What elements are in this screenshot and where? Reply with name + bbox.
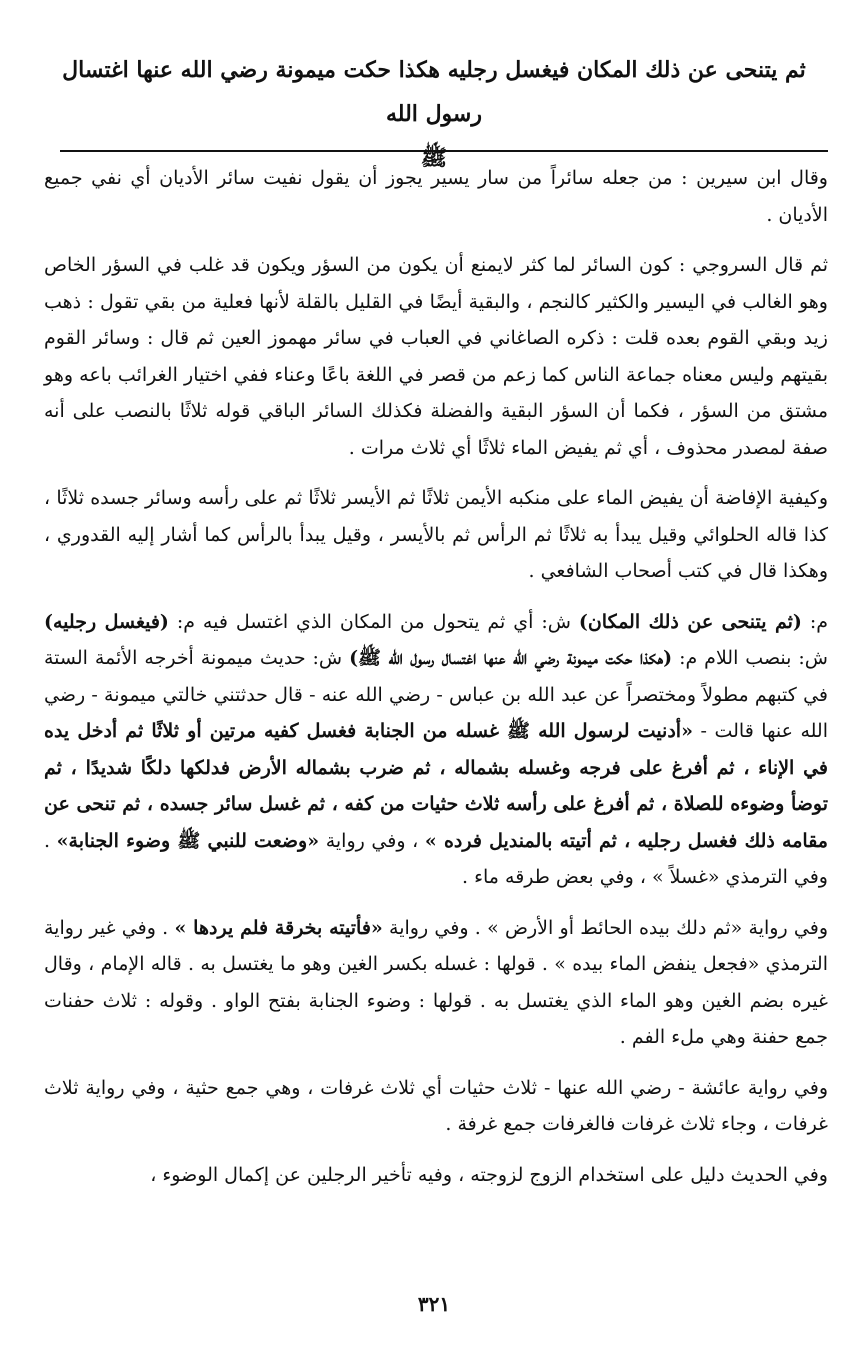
paragraph-text: . وفي الترمذي «غسلاً » ، وفي بعض طرقه ماء . [44,829,828,888]
paragraph-text: . وفي غير رواية الترمذي «فجعل ينفض الماء بيده » . قولها : غسله بكسر الغين وهو ما يغتسل به . قاله الإمام ، وقال غيره بضم الغين وهو الماء الذي يغتسل به . قولها : وضوء الجنابة بفتح الواو . وقوله : ثلاث حفنات جمع حفنة وهي ملء الفم . [44,916,828,1048]
paragraph [44,1070,828,1143]
paragraph-text: وقال ابن سيرين : من جعله سائراً من سار يسير يجوز أن يقول نفيت سائر الأديان أي نفي جميع الأديان . [44,167,828,226]
paragraph-text: ش: بنصب اللام م: [672,647,828,669]
paragraph [44,247,828,466]
paragraph-text: م: [801,610,828,633]
quoted-text: «أدنيت لرسول الله ﷺ غسله من الجنابة فغسل كفيه مرتين أو ثلاثًا ثم أدخل يده في الإناء ، ثم أفرغ على فرجه وغسله بشماله ، ثم ضرب بشماله الأرض فدلكها دلكًا شديدًا ، ثم توضأ وضوءه للصلاة ، ثم أفرغ على رأسه ثلاث حثيات من كفه ، ثم غسل سائر جسده ، ثم تنحى عن مقامه ذلك فغسل رجليه ، ثم أتيته بالمنديل فرده » [44,720,828,852]
paragraph-text: وفي رواية عائشة - رضي الله عنها - ثلاث حثيات أي ثلاث غرفات ، وهي جمع حثية ، وفي رواية ثلاث غرفات ، وجاء ثلاث غرفات فالغرفات جمع غرفة . [44,1076,828,1135]
paragraph-text: ثم قال السروجي : كون السائر لما كثر لايمنع أن يكون من السؤر ويكون قد غلب في السؤر الخاص وهو الغالب في اليسير والكثير كالنجم ، والبقية أيضًا في القليل بالقلة لأنها فعلية من بقي تقول : ذهب زيد وبقي القوم بعده قلت : ذكره الصاغاني في العباب في سائر مهموز العين ثم قال : وسائر القوم بقيتهم وليس معناه جماعة الناس كما زعم من قصر في اللغة باعًا وعناء ففي اختيار الغرائب باعه وهو مشتق من السؤر ، فكما أن السؤر البقية والفضلة فكذلك السائر الباقي قوله ثلاثًا بالنصب على أنه صفة لمصدر محذوف ، أي ثم يفيض الماء ثلاثًا أي ثلاث مرات . [44,254,828,459]
paragraph [44,1157,828,1194]
quoted-text: «فأتيته بخرقة فلم يردها » [174,916,383,939]
header-line-2: ﷺ [420,145,448,171]
quoted-text: (هكذا حكت ميمونة رضي الله عنها اغتسال رسول الله ﷺ) [349,647,673,669]
header-line-1: ثم يتنحى عن ذلك المكان فيغسل رجليه هكذا حكت ميمونة رضي الله عنها اغتسال رسول الله [62,57,806,127]
paragraph [44,160,828,233]
paragraph-text: وفي رواية «ثم دلك بيده الحائط أو الأرض » . وفي رواية [382,916,828,939]
paragraph [44,480,828,590]
quoted-text: (ثم يتنحى عن ذلك المكان) [578,610,802,633]
paragraph-text: ش: أي ثم يتحول من المكان الذي اغتسل فيه م: [168,610,579,633]
quoted-text: «وضعت للنبي ﷺ وضوء الجنابة» [56,829,320,852]
paragraph-text: ، وفي رواية [319,829,425,852]
paragraph-text: وفي الحديث دليل على استخدام الزوج لزوجته ، وفيه تأخير الرجلين عن إكمال الوضوء ، [150,1163,828,1186]
page-number: ٣٢١ [417,1292,451,1316]
quoted-text: (فيغسل رجليه) [44,610,169,633]
header-divider [60,150,828,152]
paragraph [44,910,828,1056]
paragraph-text: وكيفية الإفاضة أن يفيض الماء على منكبه الأيمن ثلاثًا ثم الأيسر ثلاثًا ثم على رأسه وسائر جسده ثلاثًا ، كذا قاله الحلوائي وقيل يبدأ به ثلاثًا ثم الرأس ثم بالأيسر ، وقيل يبدأ بالرأس كما أشار إليه القدوري ، وهكذا قال في كتب أصحاب الشافعي . [44,487,828,582]
commentary-body [44,160,828,1193]
paragraph-text: ش: حديث ميمونة أخرجه الأئمة الستة في كتبهم مطولاً ومختصراً عن عبد الله بن عباس - رضي الله عنه - قال حدثتني خالتي ميمونة - رضي الله عنها قالت - [44,647,829,742]
paragraph [44,604,828,896]
